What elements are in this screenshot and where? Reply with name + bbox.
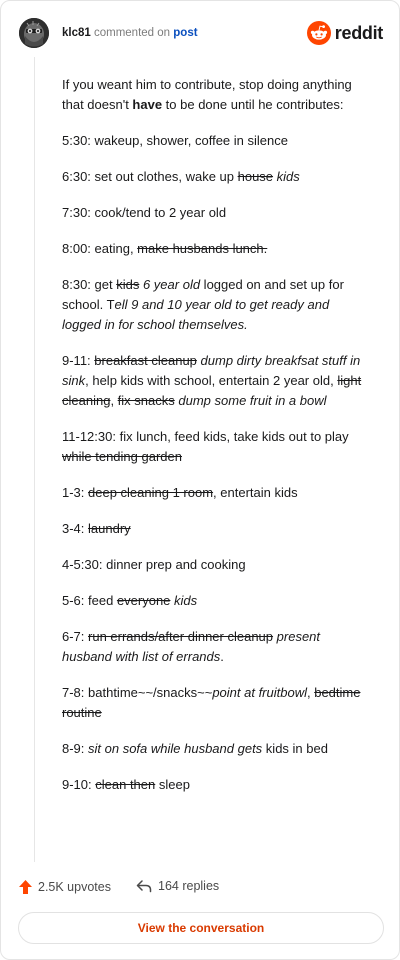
reddit-wordmark: reddit [334,22,383,43]
upvote-count: 2.5K upvotes [38,880,111,894]
view-conversation-button[interactable]: View the conversation [18,912,384,944]
italic-text: dump dirty breakfsat stuff in sink [62,353,361,388]
text-span: 5-6: feed [62,593,117,608]
italic-text: ell 9 and 10 year old to get ready and logged in for school themselves. [62,297,330,332]
comment-paragraph [62,627,362,667]
bold-text: have [132,97,163,112]
comment-paragraph [62,351,362,411]
comment-header [19,18,383,52]
struck-text: everyone [116,593,171,608]
italic-text: kids [276,169,300,184]
struck-text: breakfast cleanup [94,353,197,368]
comment-paragraph [62,75,362,115]
text-span: , [306,685,315,700]
comment-paragraph [62,591,362,611]
text-span: 9-10: [62,777,96,792]
italic-text: kids [174,593,198,608]
struck-text: deep cleaning 1 room [88,485,214,500]
comment-footer [18,877,383,899]
text-span: 11-12:30: fix lunch, feed kids, take kids out to play [62,429,349,444]
italic-text: 6 year old [142,277,201,292]
text-span: 3-4: [62,521,89,536]
comment-paragraph [62,683,362,723]
text-span: . [220,649,224,664]
struck-text: bedtime routine [62,685,361,720]
reddit-snoo-icon [307,21,331,45]
text-span: kids in bed [262,741,328,756]
text-span: 9-11: [62,353,95,368]
comment-paragraph [62,775,362,795]
italic-text: sit on sofa while husband gets [88,741,263,756]
reddit-logo[interactable] [307,19,383,47]
thread-line [34,57,35,862]
reply-arrow-icon [136,879,152,893]
comment-paragraph [62,131,362,151]
comment-paragraph [62,203,362,223]
text-span: to be done until he contributes: [162,97,344,112]
struck-text: run errands/after dinner cleanup [88,629,274,644]
text-span: , help kids with school, entertain 2 year old, [85,373,338,388]
comment-paragraph [62,239,362,259]
text-span: 8:00: eating, [62,241,138,256]
struck-text: clean then [95,777,156,792]
text-span: , [110,393,118,408]
comment-paragraph [62,427,362,467]
struck-text: fix snacks [117,393,175,408]
comment-paragraph [62,519,362,539]
comment-paragraph [62,555,362,575]
text-span: 1-3: [62,485,89,500]
struck-text: while tending garden [62,449,182,464]
comment-paragraph [62,739,362,759]
text-span: 6-7: [62,629,89,644]
reply-count: 164 replies [158,879,220,893]
italic-text: dump some fruit in a bowl [178,393,327,408]
struck-text: laundry [88,521,131,536]
replies-button[interactable] [136,879,219,893]
comment-paragraph [62,275,362,335]
comment-paragraph [62,483,362,503]
italic-text: point at fruitbowl [212,685,307,700]
struck-text: kids [116,277,140,292]
text-span: 7-8: bathtime~~/snacks~~ [62,685,213,700]
text-span: 4-5:30: dinner prep and cooking [62,557,246,572]
struck-text: house [237,169,274,184]
upvote-button[interactable] [18,879,111,895]
commented-on-label: commented on [93,27,171,39]
text-span: 5:30: wakeup, shower, coffee in silence [62,133,288,148]
author-name[interactable]: klc81 [62,27,91,39]
text-span: , entertain kids [213,485,298,500]
text-span: If you weant him to contribute, stop doing anything that doesn't [62,77,352,112]
text-span: sleep [155,777,190,792]
text-span: 6:30: set out clothes, wake up [62,169,238,184]
struck-text: light cleaning [62,373,362,408]
avatar[interactable] [19,18,49,48]
italic-text: present husband with list of errands [62,629,321,664]
text-span: 7:30: cook/tend to 2 year old [62,205,227,220]
comment-body [62,75,362,811]
comment-paragraph [62,167,362,187]
avatar-image [19,18,49,48]
upvote-arrow-icon [18,879,33,895]
text-span: 8-9: [62,741,89,756]
struck-text: make husbands lunch. [137,241,268,256]
author-line [62,27,198,39]
text-span: 8:30: get [62,277,117,292]
text-span: logged on and set up for school. T [62,277,344,312]
post-link[interactable]: post [173,27,198,39]
